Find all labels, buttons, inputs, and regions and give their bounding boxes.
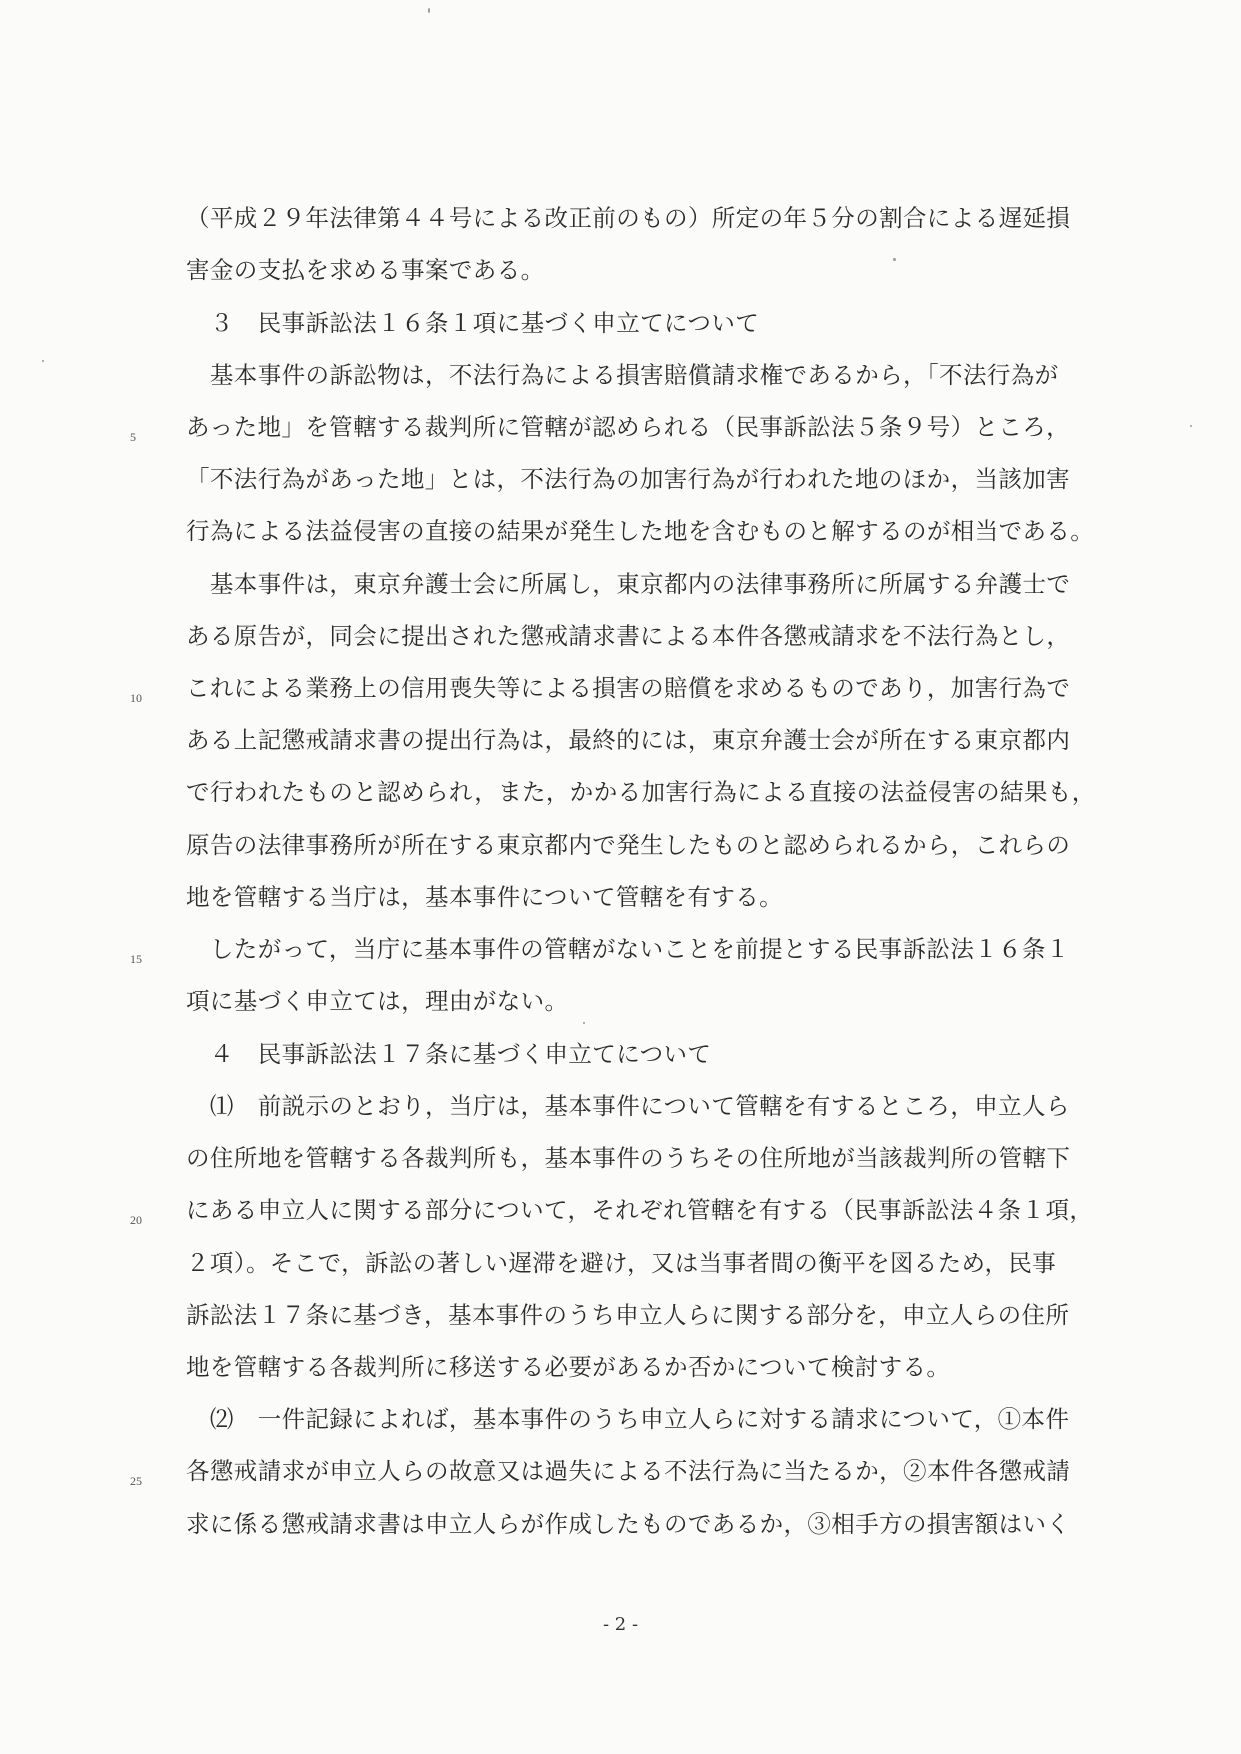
scan-speck — [893, 258, 896, 261]
text-line: あった地」を管轄する裁判所に管轄が認められる（民事訴訟法５条９号）ところ， — [186, 413, 1071, 441]
line-number: 15 — [130, 952, 142, 966]
page-number: - 2 - — [602, 1614, 639, 1635]
text-line: ３ 民事訴訟法１６条１項に基づく申立てについて — [186, 309, 760, 337]
text-line: 基本事件は，東京弁護士会に所属し，東京都内の法律事務所に所属する弁護士で — [186, 570, 1071, 598]
scan-speck — [428, 8, 430, 13]
text-line: 求に係る懲戒請求書は申立人らが作成したものであるか，③相手方の損害額はいく — [186, 1510, 1071, 1538]
text-line: 行為による法益侵害の直接の結果が発生した地を含むものと解するのが相当である。 — [186, 517, 1095, 545]
scan-speck — [583, 1022, 585, 1024]
text-line: 害金の支払を求める事案である。 — [186, 256, 545, 284]
text-line: 各懲戒請求が申立人らの故意又は過失による不法行為に当たるか，②本件各懲戒請 — [186, 1457, 1071, 1485]
text-line: で行われたものと認められ，また，かかる加害行為による直接の法益侵害の結果も， — [186, 778, 1096, 806]
text-line: 項に基づく申立ては，理由がない。 — [186, 987, 569, 1015]
text-line: 地を管轄する各裁判所に移送する必要があるか否かについて検討する。 — [186, 1353, 951, 1381]
text-line: ⑴ 前説示のとおり，当庁は，基本事件について管轄を有するところ，申立人ら — [186, 1092, 1070, 1120]
scan-speck — [1190, 425, 1192, 427]
line-number: 5 — [130, 430, 136, 444]
text-line: 訴訟法１７条に基づき，基本事件のうち申立人らに関する部分を，申立人らの住所 — [186, 1301, 1070, 1329]
text-line: ４ 民事訴訟法１７条に基づく申立てについて — [186, 1040, 712, 1068]
text-line: にある申立人に関する部分について，それぞれ管轄を有する（民事訴訟法４条１項， — [186, 1196, 1094, 1224]
line-number: 20 — [130, 1213, 142, 1227]
scan-speck — [42, 360, 44, 362]
text-line: これによる業務上の信用喪失等による損害の賠償を求めるものであり，加害行為で — [186, 674, 1071, 702]
line-number: 25 — [130, 1474, 142, 1488]
text-line: 地を管轄する当庁は，基本事件について管轄を有する。 — [186, 883, 784, 911]
line-number: 10 — [130, 691, 142, 705]
text-line: ⑵ 一件記録によれば，基本事件のうち申立人らに対する請求について，①本件 — [186, 1405, 1070, 1433]
text-line: （平成２９年法律第４４号による改正前のもの）所定の年５分の割合による遅延損 — [186, 204, 1071, 232]
text-line: の住所地を管轄する各裁判所も，基本事件のうちその住所地が当該裁判所の管轄下 — [186, 1144, 1071, 1172]
text-line: 「不法行為があった地」とは，不法行為の加害行為が行われた地のほか，当該加害 — [186, 465, 1071, 493]
text-line: 基本事件の訴訟物は，不法行為による損害賠償請求権であるから，「不法行為が — [186, 361, 1059, 389]
text-line: 原告の法律事務所が所在する東京都内で発生したものと認められるから，これらの — [186, 831, 1071, 859]
text-line: したがって，当庁に基本事件の管轄がないことを前提とする民事訴訟法１６条１ — [186, 935, 1070, 963]
text-line: ある上記懲戒請求書の提出行為は，最終的には，東京弁護士会が所在する東京都内 — [186, 726, 1071, 754]
text-line: ２項）。そこで，訴訟の著しい遅滞を避け，又は当事者間の衡平を図るため，民事 — [186, 1249, 1057, 1277]
text-line: ある原告が，同会に提出された懲戒請求書による本件各懲戒請求を不法行為とし， — [186, 622, 1071, 650]
